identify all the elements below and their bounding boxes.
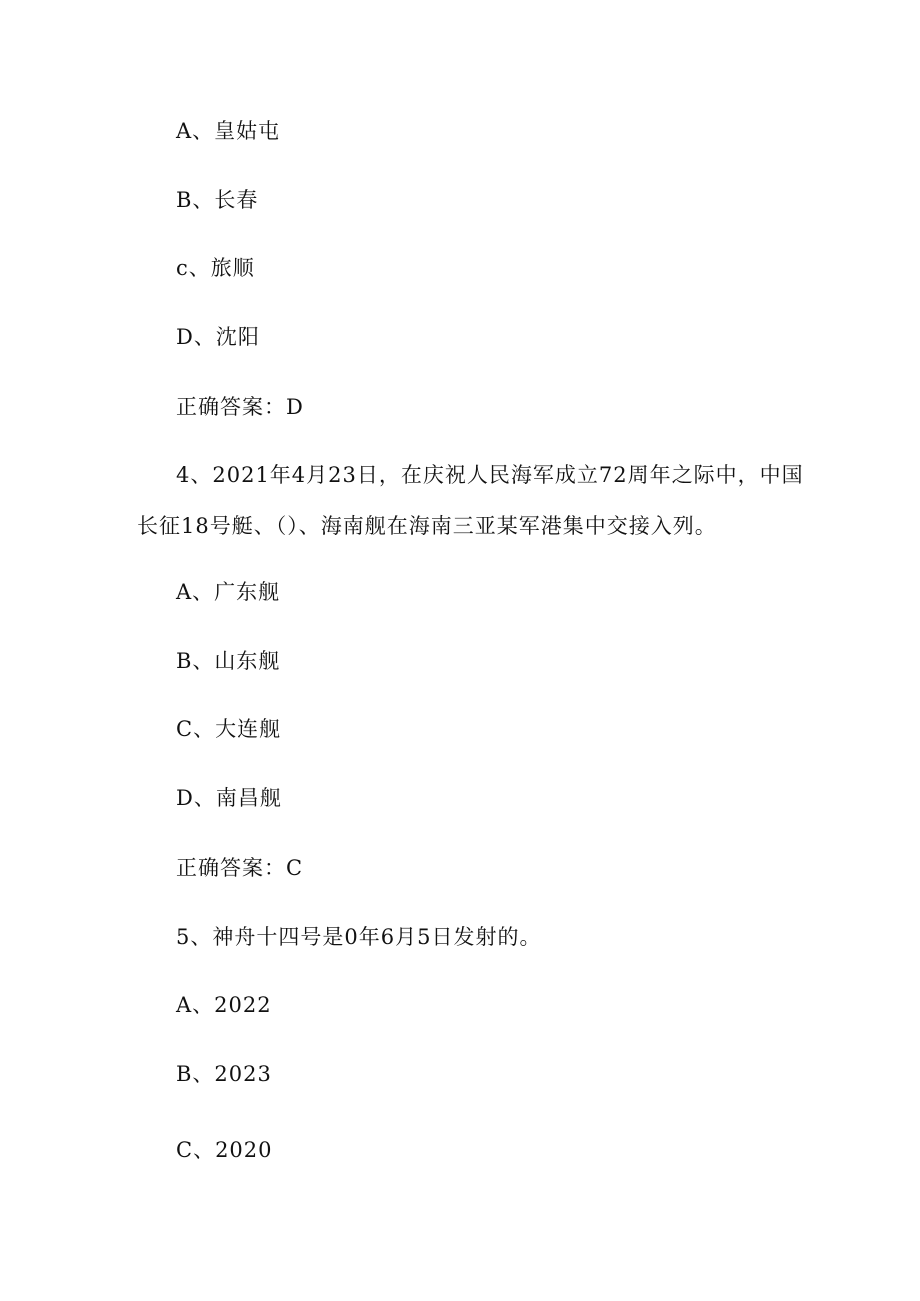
q4-stem-line2: 长征18号艇、（）、海南舰在海南三亚某军港集中交接入列。: [137, 514, 717, 538]
q4-answer: 正确答案：C: [176, 856, 304, 880]
q4-stem-line1: 4、2021年4月23日，在庆祝人民海军成立72周年之际中，中国: [176, 463, 804, 487]
q3-answer: 正确答案：D: [176, 395, 304, 419]
q5-stem: 5、神舟十四号是0年6月5日发射的。: [176, 925, 542, 949]
q5-option-a: A、2022: [176, 993, 272, 1017]
q4-option-a: A、广东舰: [176, 580, 281, 604]
q3-option-d: D、沈阳: [176, 325, 260, 349]
q3-option-c: c、旅顺: [176, 256, 255, 280]
q5-option-b: B、2023: [176, 1062, 272, 1086]
q3-option-b: B、长春: [176, 188, 259, 212]
q4-option-b: B、山东舰: [176, 649, 281, 673]
q5-option-c: C、2020: [176, 1138, 273, 1162]
q4-option-d: D、南昌舰: [176, 786, 282, 810]
q4-option-c: C、大连舰: [176, 717, 282, 741]
q3-option-a: A、皇姑屯: [176, 119, 281, 143]
